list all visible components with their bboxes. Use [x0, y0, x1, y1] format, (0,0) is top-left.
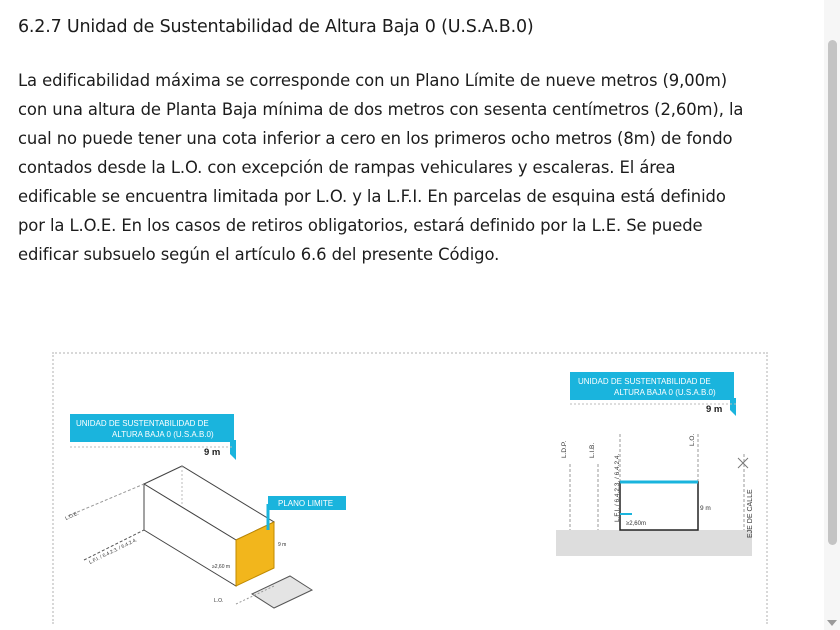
section-title: 6.2.7 Unidad de Sustentabilidad de Altura Baja 0 (U.S.A.B.0) [18, 17, 534, 37]
paragraph-line: por la L.O.E. En los casos de retiros obligatorios, estará definido por la L.E. Se puede [18, 216, 703, 235]
paragraph-line: cual no puede tener una cota inferior a cero en los primeros ocho metros (8m) de fondo [18, 129, 733, 148]
document-body [18, 14, 818, 269]
vertical-scrollbar[interactable] [824, 0, 840, 630]
sidewalk [252, 576, 312, 608]
left-9m-label: 9 m [278, 542, 287, 548]
paragraph-line: con una altura de Planta Baja mínima de dos metros con sesenta centímetros (2,60m), la [18, 100, 744, 119]
lfi-ground-line [84, 530, 144, 560]
eje-label: EJE DE CALLE [747, 489, 754, 538]
scroll-down-arrow-icon[interactable] [827, 620, 837, 626]
left-banner-tab [230, 440, 236, 460]
lo-label: L.O. [214, 598, 224, 604]
usab0-figure [52, 352, 768, 624]
scrollbar-thumb[interactable] [828, 40, 837, 545]
right-9m-label: 9 m [700, 505, 711, 512]
left-banner-text: ALTURA BAJA 0 (U.S.A.B.0) [112, 430, 214, 439]
loe-label: L.O.E. [64, 510, 80, 522]
right-banner-tab [730, 398, 736, 416]
right-banner-text: ALTURA BAJA 0 (U.S.A.B.0) [614, 388, 716, 397]
lfi-label: L.F.I. / 6.4.2.3. / 6.4.2.4. [88, 537, 139, 566]
lfi-label-right: L.F.I. / 6.4.2.3. / 6.4.2.4. [614, 453, 621, 522]
lo-label-right: L.O. [689, 433, 696, 446]
lib-label: L.I.B. [589, 442, 596, 458]
section-paragraph [18, 66, 818, 269]
plano-limite-label: PLANO LIMITE [278, 499, 334, 508]
paragraph-line: edificable se encuentra limitada por L.O. y la L.F.I. En parcelas de esquina está definido [18, 187, 726, 206]
left-banner-text: UNIDAD DE SUSTENTABILIDAD DE [76, 419, 209, 428]
isometric-diagram [64, 414, 346, 608]
left-pb-label: ≥2,60 m [212, 564, 231, 570]
section-diagram [556, 372, 754, 556]
paragraph-line: contados desde la L.O. con excepción de rampas vehiculares y escaleras. El área [18, 158, 676, 177]
right-banner-text: UNIDAD DE SUSTENTABILIDAD DE [578, 377, 711, 386]
right-pb-label: ≥2,60m [626, 521, 646, 527]
right-height-label: 9 m [706, 404, 723, 415]
paragraph-line: La edificabilidad máxima se corresponde con un Plano Límite de nueve metros (9,00m) [18, 71, 728, 90]
ldp-label: L.D.P. [561, 440, 568, 458]
loe-ground-line [68, 484, 144, 516]
ground [556, 530, 752, 556]
paragraph-line: edificar subsuelo según el artículo 6.6 del presente Código. [18, 245, 500, 264]
left-height-label: 9 m [204, 447, 221, 458]
